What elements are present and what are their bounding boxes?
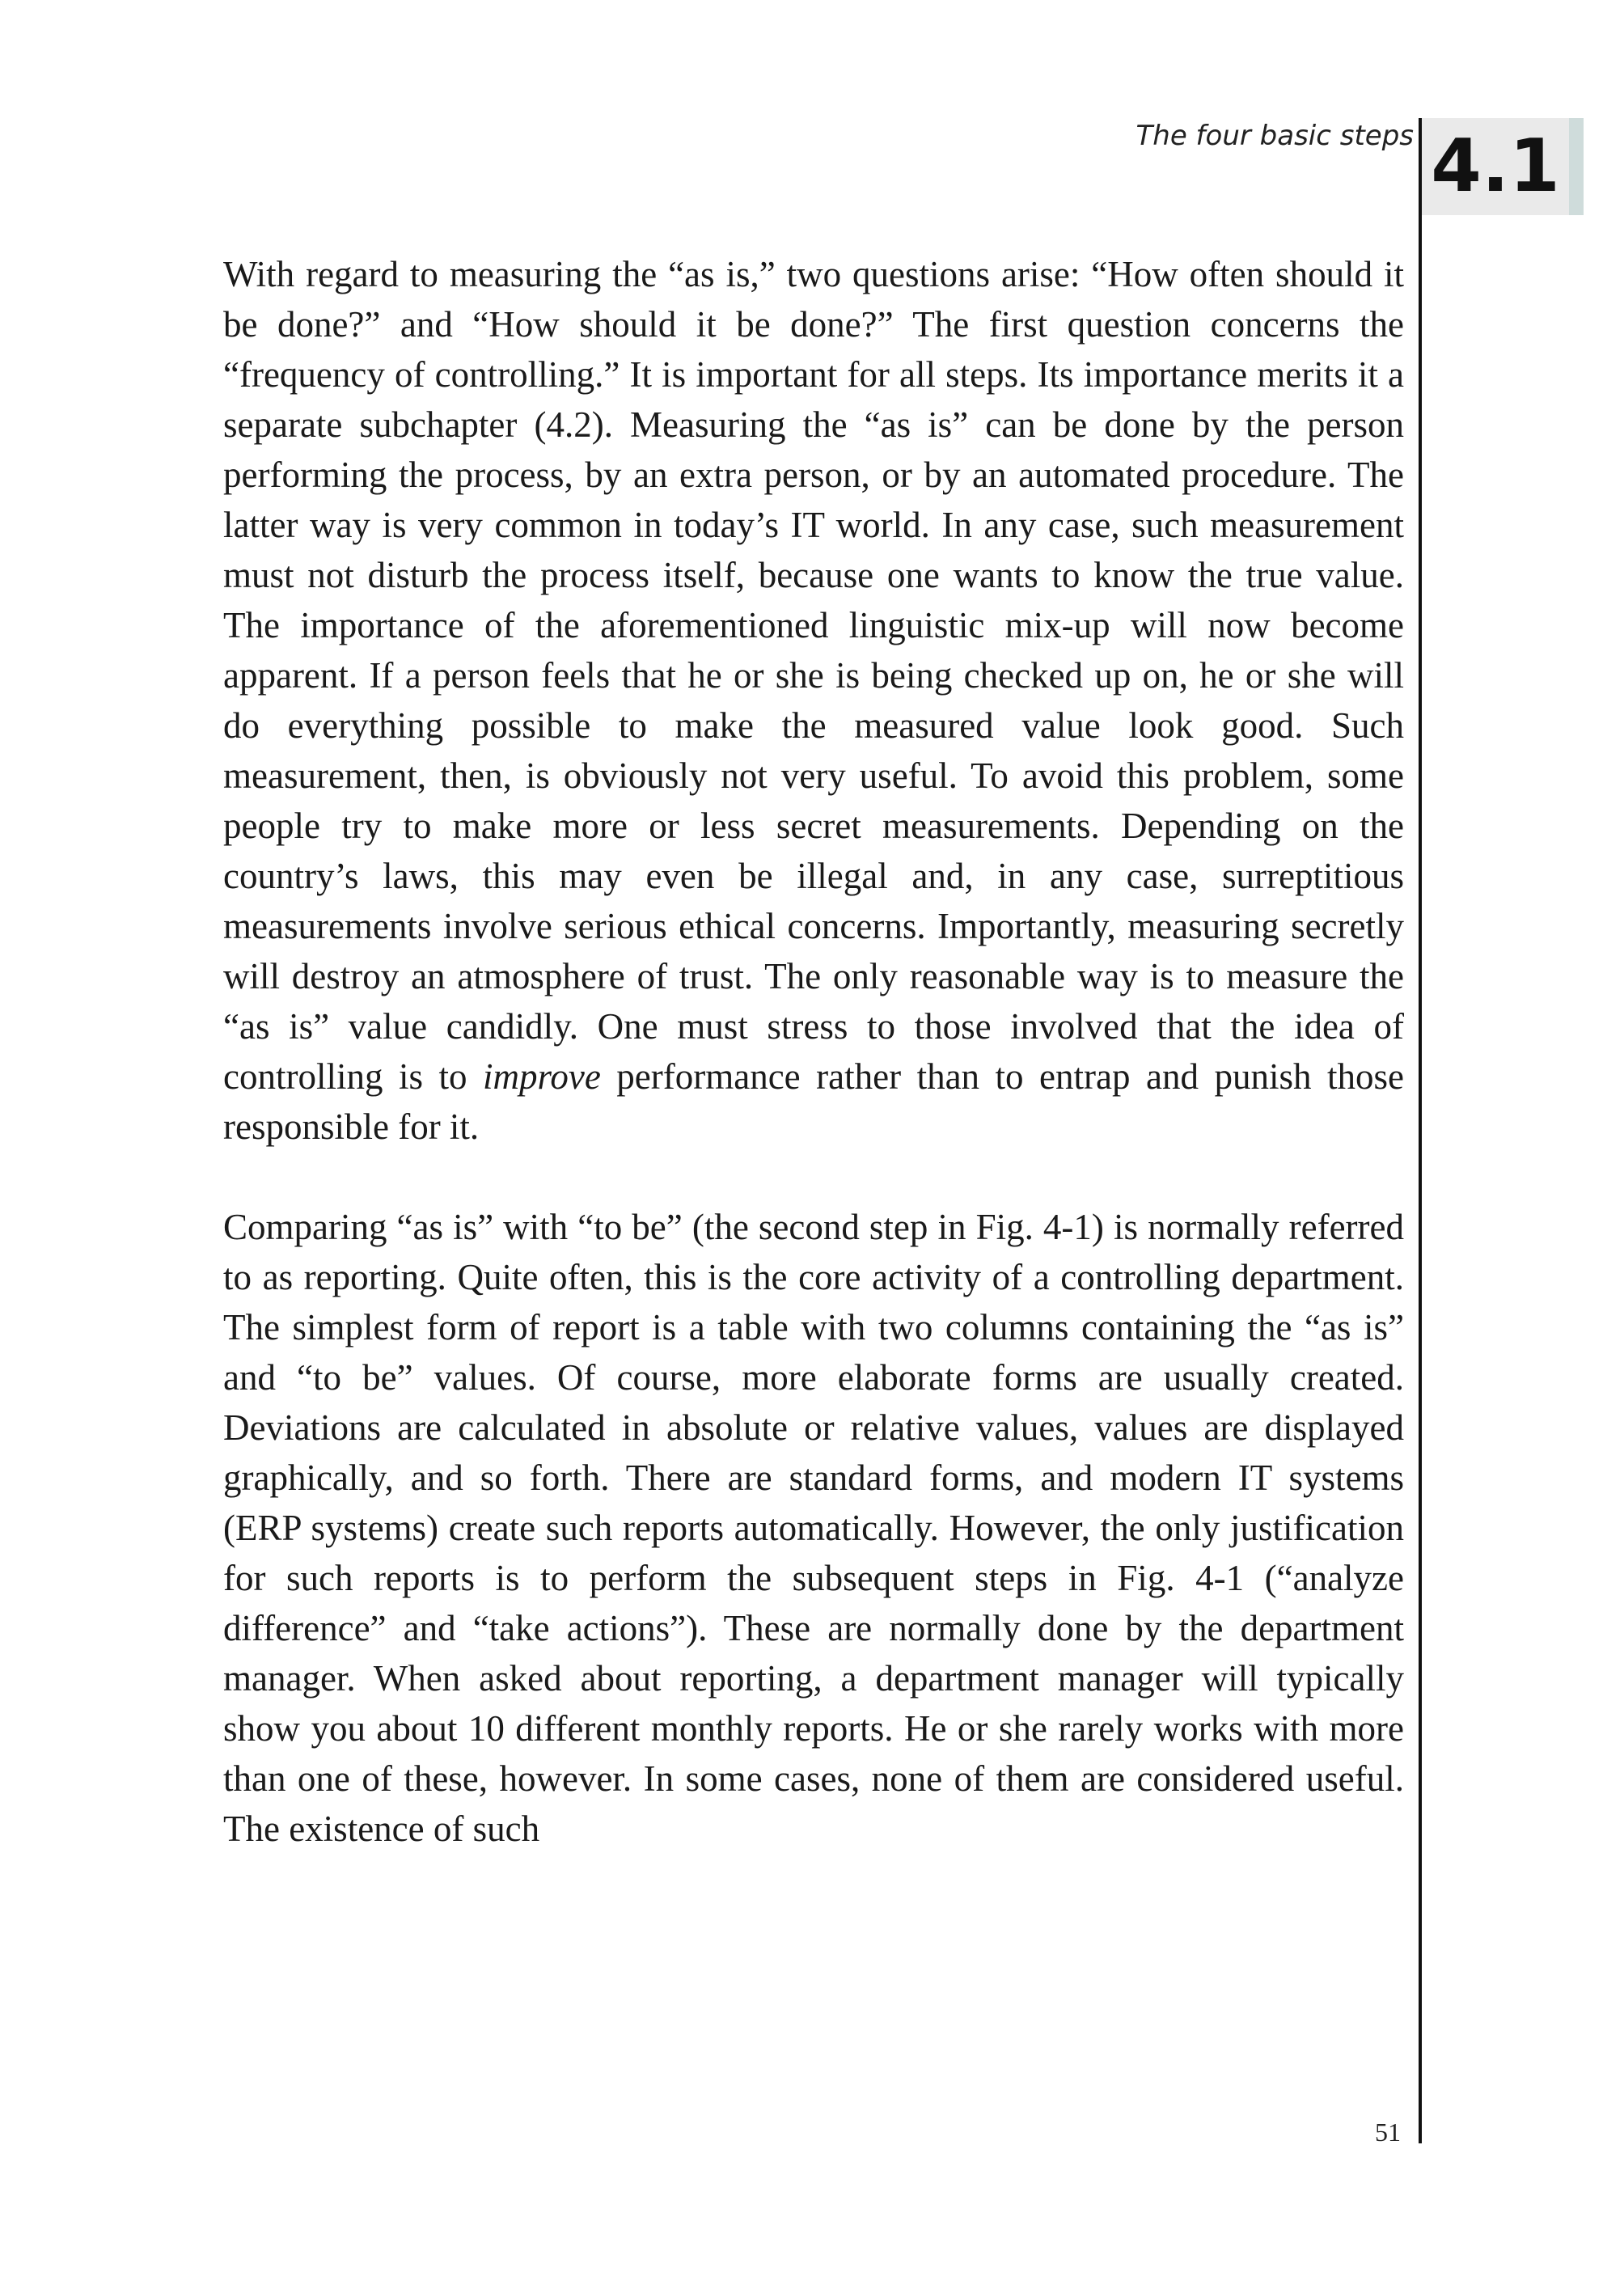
running-header-title: The four basic steps xyxy=(1136,120,1414,152)
paragraph-measuring xyxy=(223,249,1404,1152)
body-text xyxy=(223,249,1404,1904)
chapter-box-accent xyxy=(1569,118,1584,215)
paragraph-measuring-text: With regard to measuring the “as is,” two questions arise: “How often should it be done?” and “How should it be done?” The first question concerns the “frequency of controlling.” It is important for all steps. Its importance merits it a separate subchapter (4.2). Measuring the “as is” can be done by the person performing the process, by an extra person, or by an automated procedure. The latter way is very common in today’s IT world. In any case, such measurement must not disturb the process itself, because one wants to know the true value. The importance of the aforementioned linguistic mix-up will now become apparent. If a person feels that he or she is being checked up on, he or she will do everything possible to make the measured value look good. Such measurement, then, is obviously not very useful. To avoid this problem, some people try to make more or less secret measurements. Depending on the country’s laws, this may even be illegal and, in any case, surreptitious measurements involve serious ethical concerns. Importantly, measuring secretly will destroy an atmosphere of trust. The only reasonable way is to measure the “as is” value candidly. One must stress to those involved that the idea of controlling is to xyxy=(223,254,1404,1097)
chapter-number-box xyxy=(1422,118,1569,215)
page-number: 51 xyxy=(1375,2117,1401,2147)
emphasis-improve: improve xyxy=(483,1056,601,1097)
chapter-number: 4.1 xyxy=(1431,124,1560,209)
margin-rule xyxy=(1419,118,1422,2143)
paragraph-measuring-ending: performance rather than to entrap and punish those responsible for it. xyxy=(223,1056,1404,1147)
paragraph-reporting: Comparing “as is” with “to be” (the second step in Fig. 4-1) is normally referred to as reporting. Quite often, this is the core activity of a controlling department. The simplest form of report is a table with two columns containing the “as is” and “to be” values. Of course, more elaborate forms are usually created. Deviations are calculated in absolute or relative values, values are displayed graphically, and so forth. There are standard forms, and modern IT systems (ERP systems) create such reports automatically. However, the only justification for such reports is to perform the subsequent steps in Fig. 4-1 (“analyze difference” and “take actions”). These are normally done by the department manager. When asked about reporting, a department manager will typically show you about 10 different monthly reports. He or she rarely works with more than one of these, however. In some cases, none of them are considered useful. The existence of such xyxy=(223,1207,1404,1849)
